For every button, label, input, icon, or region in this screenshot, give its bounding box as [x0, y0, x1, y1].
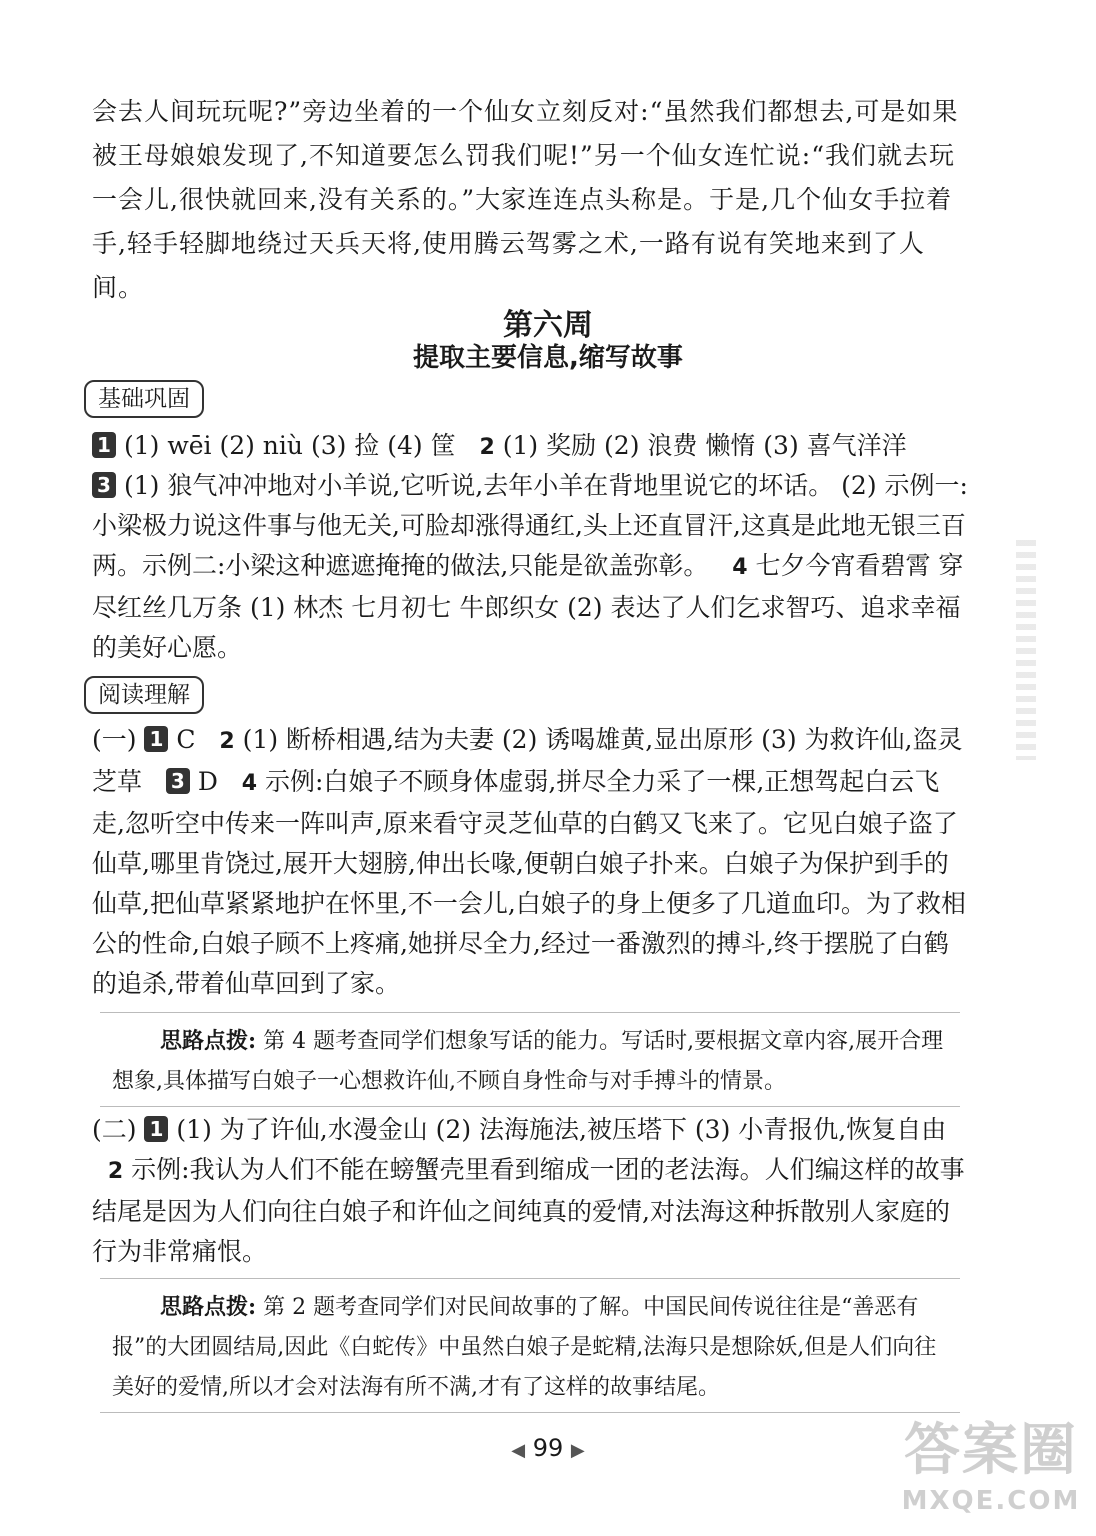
- r1-q3-answer: D: [197, 767, 218, 796]
- watermark-line1: 答案圈: [904, 1418, 1078, 1483]
- q4-number: 4: [732, 555, 748, 580]
- r1-q2-answer: (1) 断桥相遇,结为夫妻 (2) 诱喝雄黄,显出原形 (3) 为救许仙,盗灵芝草: [92, 725, 963, 796]
- part1-prefix: (一): [92, 725, 137, 754]
- r1-q3-number-badge: 3: [166, 768, 190, 794]
- triangle-right-icon: ▶: [570, 1440, 585, 1461]
- tip1-text: 第 4 题考查同学们想象写话的能力。写话时,要根据文章内容,展开合理想象,具体描写白娘子一心想救许仙,不顾自身性命与对手搏斗的情景。: [112, 1029, 944, 1094]
- r2-q1-number-badge: 1: [144, 1116, 168, 1142]
- q3-answer: (1) 狼气冲冲地对小羊说,它听说,去年小羊在背地里说它的坏话。 (2) 示例一:小梁极力说这件事与他无关,可脸却涨得通红,头上还直冒汗,这真是此地无银三百两。示例二:小梁这种遮遮掩掩的做法,只能是欲盖弥彰。: [92, 471, 968, 580]
- side-margin-mark: [1016, 540, 1036, 760]
- r2-q2-number: 2: [107, 1159, 124, 1184]
- tip-box-1: [100, 1012, 960, 1107]
- intro-paragraph: 会去人间玩玩呢?”旁边坐着的一个仙女立刻反对:“虽然我们都想去,可是如果被王母娘娘发现了,不知道要怎么罚我们呢!”另一个仙女连忙说:“我们就去玩一会儿,很快就回来,没有关系的。”大家连连点头称是。于是,几个仙女手拉着手,轻手轻脚地绕过天兵天将,使用腾云驾雾之术,一路有说有笑地来到了人间。: [92, 97, 959, 302]
- q3-number-badge: 3: [92, 472, 116, 498]
- r1-q2-number: 2: [219, 729, 235, 754]
- watermark-logo: [896, 1416, 1086, 1526]
- q2-number: 2: [479, 435, 495, 460]
- q1-answer: (1) wēi (2) niù (3) 捡 (4) 筐: [123, 431, 456, 460]
- tip-box-2: [100, 1278, 960, 1413]
- reading-part2: [92, 1110, 972, 1272]
- r2-q1-answer: (1) 为了许仙,水漫金山 (2) 法海施法,被压塔下 (3) 小青报仇,恢复自由: [176, 1115, 947, 1144]
- basic-q1-q2: [92, 426, 972, 468]
- tag-basic-consolidation: 基础巩固: [84, 380, 204, 418]
- q2-answer: (1) 奖励 (2) 浪费 懒惰 (3) 喜气洋洋: [502, 431, 907, 460]
- part2-prefix: (二): [92, 1115, 137, 1144]
- r2-q2-answer: 示例:我认为人们不能在螃蟹壳里看到缩成一团的老法海。人们编这样的故事结尾是因为人们向往白娘子和许仙之间纯真的爱情,对法海这种拆散别人家庭的行为非常痛恨。: [92, 1155, 965, 1266]
- reading-part1: [92, 720, 972, 1004]
- r1-q4-answer: 示例:白娘子不顾身体虚弱,拼尽全力采了一棵,正想驾起白云飞走,忽听空中传来一阵叫声,原来看守灵芝仙草的白鹤又飞来了。它见白娘子盗了仙草,哪里肯饶过,展开大翅膀,伸出长喙,便朝白娘子扑来。白娘子为保护到手的仙草,把仙草紧紧地护在怀里,不一会儿,白娘子的身上便多了几道血印。为了救相公的性命,白娘子顾不上疼痛,她拼尽全力,经过一番激烈的搏斗,终于摆脱了白鹤的追杀,带着仙草回到了家。: [92, 767, 966, 998]
- week-title: 第六周: [503, 308, 593, 343]
- tip2-text: 第 2 题考查同学们对民间故事的了解。中国民间传说往往是“善恶有报”的大团圆结局,因此《白蛇传》中虽然白娘子是蛇精,法海只是想除妖,但是人们向往美好的爱情,所以才会对法海有所不满,才有了这样的故事结尾。: [112, 1295, 937, 1400]
- basic-q3: [92, 466, 972, 668]
- tip1-label: 思路点拨:: [160, 1028, 257, 1054]
- triangle-left-icon: ◀: [511, 1440, 526, 1461]
- q4-answer: 七夕今宵看碧霄 穿尽红丝几万条 (1) 林杰 七月初七 牛郎织女 (2) 表达了人们乞求智巧、追求幸福的美好心愿。: [92, 551, 964, 662]
- section-subtitle: 提取主要信息,缩写故事: [413, 343, 683, 373]
- watermark-line2: MXQE.COM: [901, 1486, 1081, 1516]
- q1-number-badge: 1: [92, 432, 116, 458]
- tag-reading-comprehension: 阅读理解: [84, 676, 204, 714]
- page-number: 99: [532, 1434, 564, 1462]
- r1-q1-answer: C: [176, 725, 196, 754]
- r1-q1-number-badge: 1: [144, 726, 168, 752]
- r1-q4-number: 4: [241, 771, 258, 796]
- tip2-label: 思路点拨:: [160, 1294, 257, 1320]
